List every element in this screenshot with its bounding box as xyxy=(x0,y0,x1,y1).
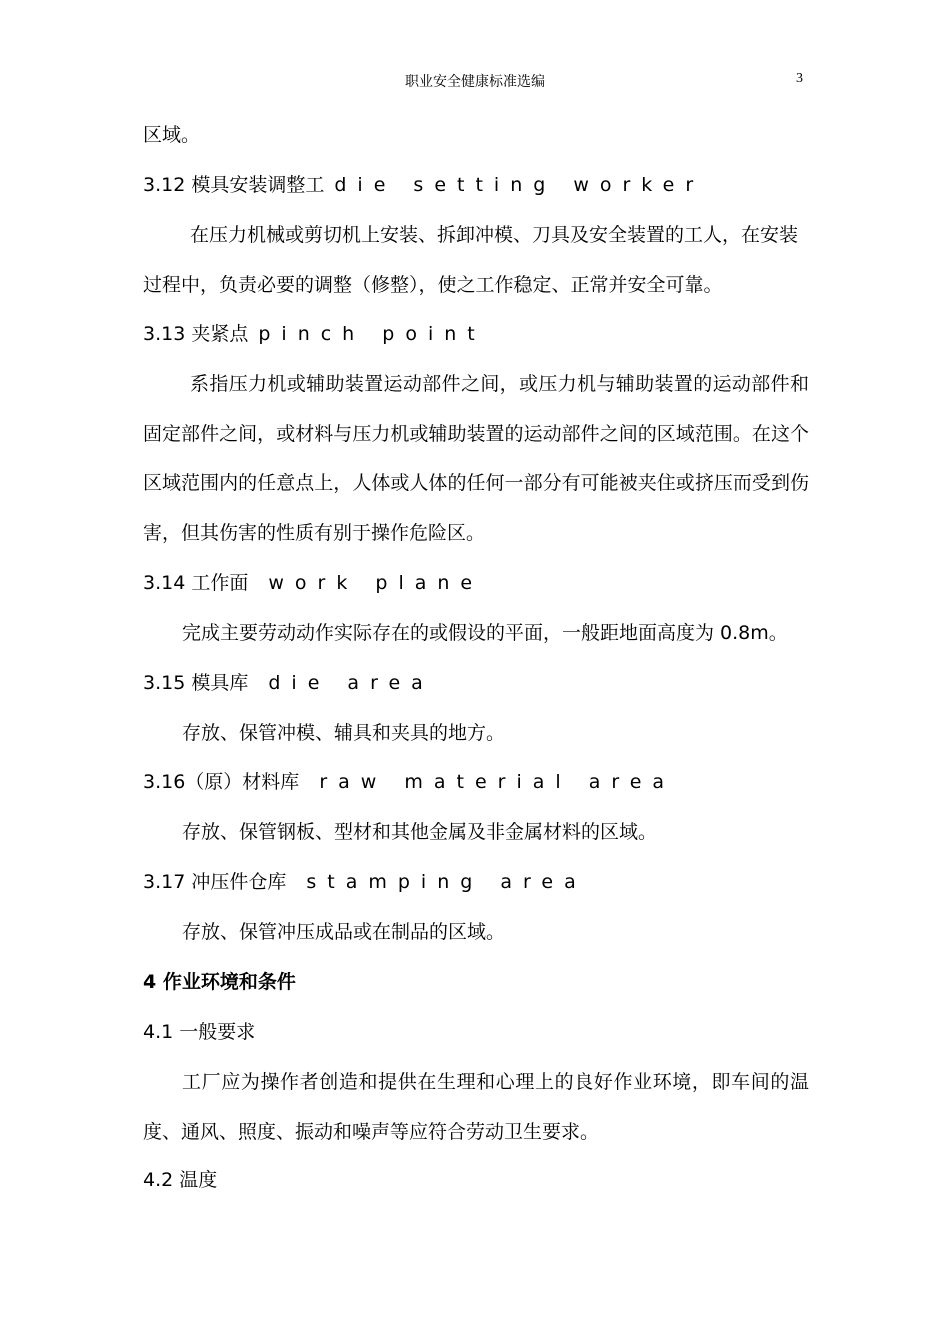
running-header: 职业安全健康标准选编 xyxy=(405,74,545,90)
section-3-17-heading xyxy=(143,870,587,894)
section-3-16-heading xyxy=(143,770,675,794)
section-4-1-body: 工厂应为操作者创造和提供在生理和心理上的良好作业环境，即车间的温度、通风、照度、振动和噪声等应符合劳动卫生要求。 xyxy=(143,1071,809,1143)
section-3-14-english-term: work plane xyxy=(268,572,484,594)
page-number: 3 xyxy=(796,71,803,86)
section-3-14-heading xyxy=(143,571,483,595)
section-3-15-heading xyxy=(143,671,434,695)
section-3-13-body: 系指压力机或辅助装置运动部件之间，或压力机与辅助装置的运动部件和固定部件之间，或材料与压力机或辅助装置的运动部件之间的区域范围。在这个区域范围内的任意点上，人体或人体的任何一部分有可能被夹住或挤压而受到伤害，但其伤害的性质有别于操作危险区。 xyxy=(143,373,809,545)
section-3-17-body: 存放、保管冲压成品或在制品的区域。 xyxy=(182,921,506,943)
section-3-15-title: 3.15 模具库 xyxy=(143,672,249,694)
section-3-12-body-line1: 在压力机械或剪切机上安装、拆卸冲模、刀具及安全装置的工人，在安装 xyxy=(190,224,799,246)
section-4-1-heading: 4.1 一般要求 xyxy=(143,1021,256,1043)
section-3-15-body: 存放、保管冲模、辅具和夹具的地方。 xyxy=(182,722,506,744)
section-3-12-title: 3.12 模具安装调整工 xyxy=(143,174,325,196)
section-3-15-english-term: die area xyxy=(268,672,434,694)
section-3-17-english-term: stamping area xyxy=(306,871,587,893)
section-3-13-heading xyxy=(143,322,486,346)
section-3-12-body-line2: 过程中，负责必要的调整（修整），使之工作稳定、正常并安全可靠。 xyxy=(143,274,723,296)
paragraph-continuation: 区域。 xyxy=(143,124,201,146)
section-3-13-title: 3.13 夹紧点 xyxy=(143,323,249,345)
section-3-17-title: 3.17 冲压件仓库 xyxy=(143,871,287,893)
section-3-13-english-term: pinch point xyxy=(258,323,486,345)
section-3-14-title: 3.14 工作面 xyxy=(143,572,249,594)
section-3-14-body: 完成主要劳动动作实际存在的或假设的平面，一般距地面高度为 0.8m。 xyxy=(182,622,788,644)
section-3-16-body: 存放、保管钢板、型材和其他金属及非金属材料的区域。 xyxy=(182,821,658,843)
section-3-12-english-term: die setting worker xyxy=(334,174,705,196)
section-3-12-heading xyxy=(143,173,704,197)
section-4-heading: 4 作业环境和条件 xyxy=(143,971,296,993)
section-3-16-title: 3.16（原）材料库 xyxy=(143,771,300,793)
section-3-16-english-term: raw material area xyxy=(319,771,676,793)
section-4-2-heading: 4.2 温度 xyxy=(143,1169,218,1191)
